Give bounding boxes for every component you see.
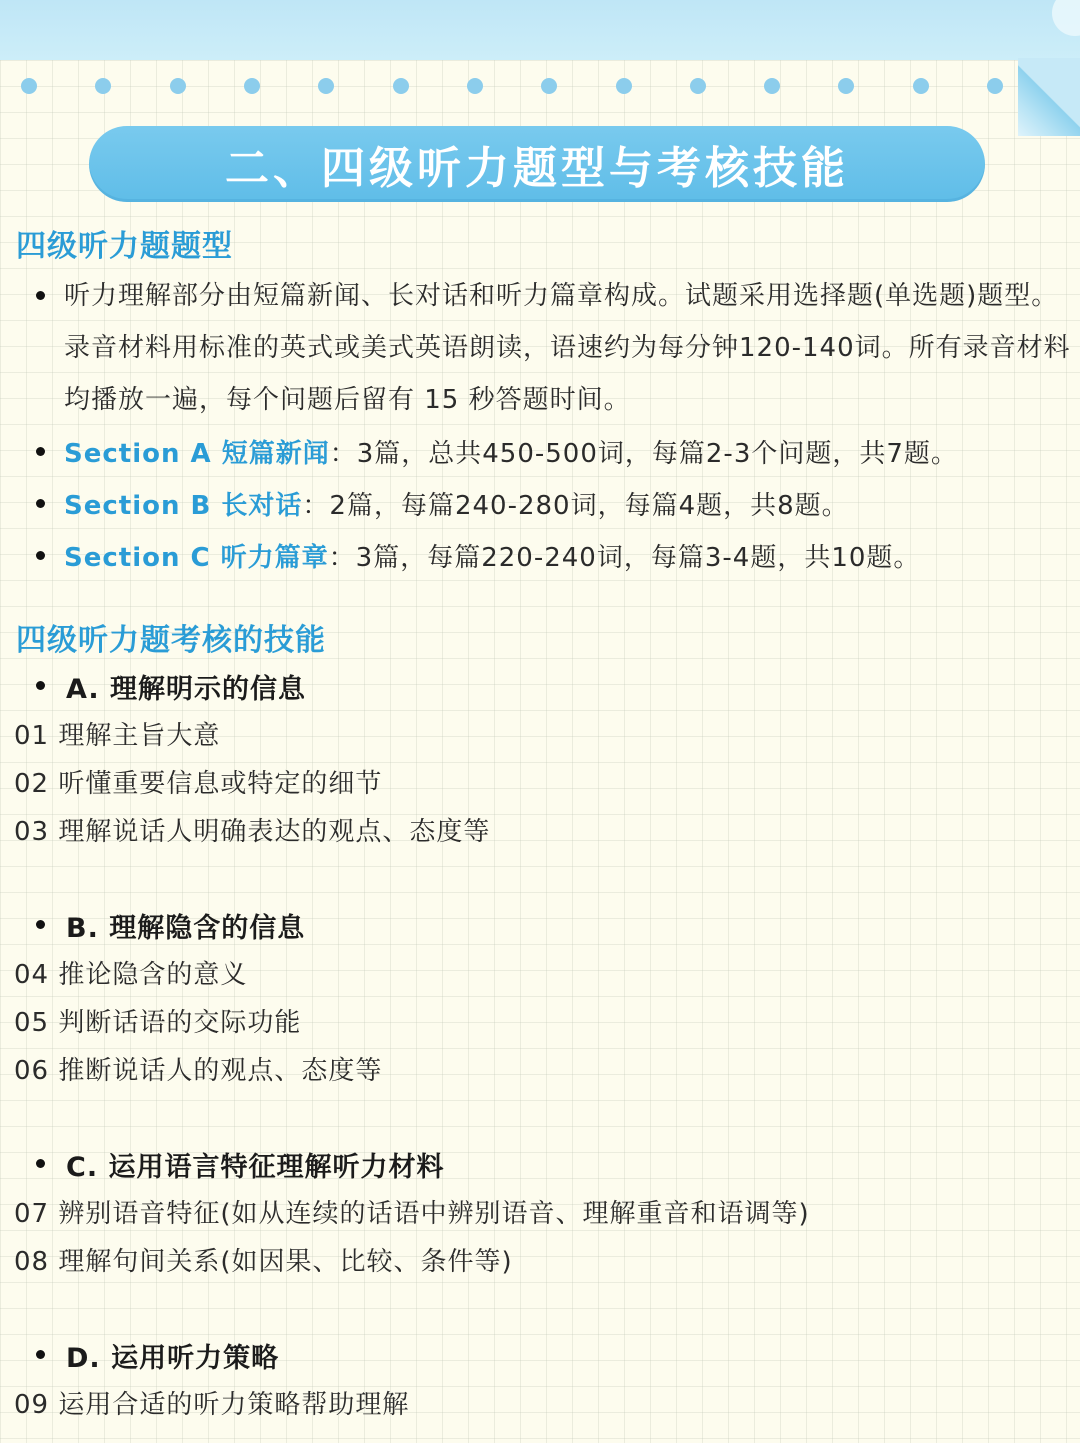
bullet-dot — [36, 1350, 45, 1359]
binder-hole — [913, 78, 929, 94]
skill-group-title: C. 运用语言特征理解听力材料 — [66, 1152, 445, 1183]
skill-group-title: D. 运用听力策略 — [66, 1343, 280, 1374]
binder-hole — [170, 78, 186, 94]
binder-hole — [987, 78, 1003, 94]
section-b-text: ：2篇，每篇240-280词，每篇4题，共8题。 — [302, 491, 849, 521]
bullet-dot — [36, 920, 45, 929]
skill-item: 07 辨别语音特征(如从连续的话语中辨别语音、理解重音和语调等) — [14, 1199, 810, 1229]
binder-hole — [21, 78, 37, 94]
skill-item: 09 运用合适的听力策略帮助理解 — [14, 1390, 410, 1420]
intro-paragraph: 听力理解部分由短篇新闻、长对话和听力篇章构成。试题采用选择题(单选题)题型。录音材料用标准的英式或美式英语朗读，语速约为每分钟120-140词。所有录音材料均播放一遍，每个问题后留有 15 秒答题时间。 — [64, 281, 1071, 415]
skill-item: 02 听懂重要信息或特定的细节 — [14, 769, 383, 799]
binder-holes — [0, 78, 1080, 94]
section-heading-question-types: 四级听力题题型 — [16, 229, 233, 264]
list-item-section-b — [64, 485, 849, 522]
binder-hole — [318, 78, 334, 94]
skill-item: 05 判断话语的交际功能 — [14, 1008, 302, 1038]
bullet-dot — [36, 291, 45, 300]
binder-hole — [690, 78, 706, 94]
skill-item: 08 理解句间关系(如因果、比较、条件等) — [14, 1247, 513, 1277]
section-a-text: ：3篇，总共450-500词，每篇2-3个问题，共7题。 — [329, 439, 958, 469]
binder-hole — [541, 78, 557, 94]
section-a-label: Section A 短篇新闻 — [64, 439, 330, 469]
top-background-band — [0, 0, 1080, 62]
page-curl-decoration — [1018, 58, 1080, 136]
bullet-dot — [36, 681, 45, 690]
bullet-dot — [36, 447, 45, 456]
section-heading-skills: 四级听力题考核的技能 — [16, 623, 326, 658]
skill-item: 06 推断说话人的观点、态度等 — [14, 1056, 383, 1086]
list-item-section-a — [64, 433, 958, 470]
list-item-section-c — [64, 537, 920, 574]
binder-hole — [764, 78, 780, 94]
skill-item: 01 理解主旨大意 — [14, 721, 221, 751]
page-title: 二、四级听力题型与考核技能 — [225, 143, 849, 194]
bullet-dot — [36, 1159, 45, 1168]
skill-group-title: B. 理解隐含的信息 — [66, 913, 306, 944]
skill-item: 04 推论隐含的意义 — [14, 960, 248, 990]
binder-hole — [467, 78, 483, 94]
binder-hole — [616, 78, 632, 94]
section-b-label: Section B 长对话 — [64, 491, 303, 521]
binder-hole — [244, 78, 260, 94]
binder-hole — [838, 78, 854, 94]
bullet-dot — [36, 551, 45, 560]
binder-hole — [393, 78, 409, 94]
section-c-label: Section C 听力篇章 — [64, 543, 329, 573]
bullet-dot — [36, 499, 45, 508]
skill-item: 03 理解说话人明确表达的观点、态度等 — [14, 817, 491, 847]
binder-hole — [95, 78, 111, 94]
skill-group-title: A. 理解明示的信息 — [66, 674, 307, 705]
title-banner — [89, 126, 985, 202]
section-c-text: ：3篇，每篇220-240词，每篇3-4题，共10题。 — [328, 543, 921, 573]
